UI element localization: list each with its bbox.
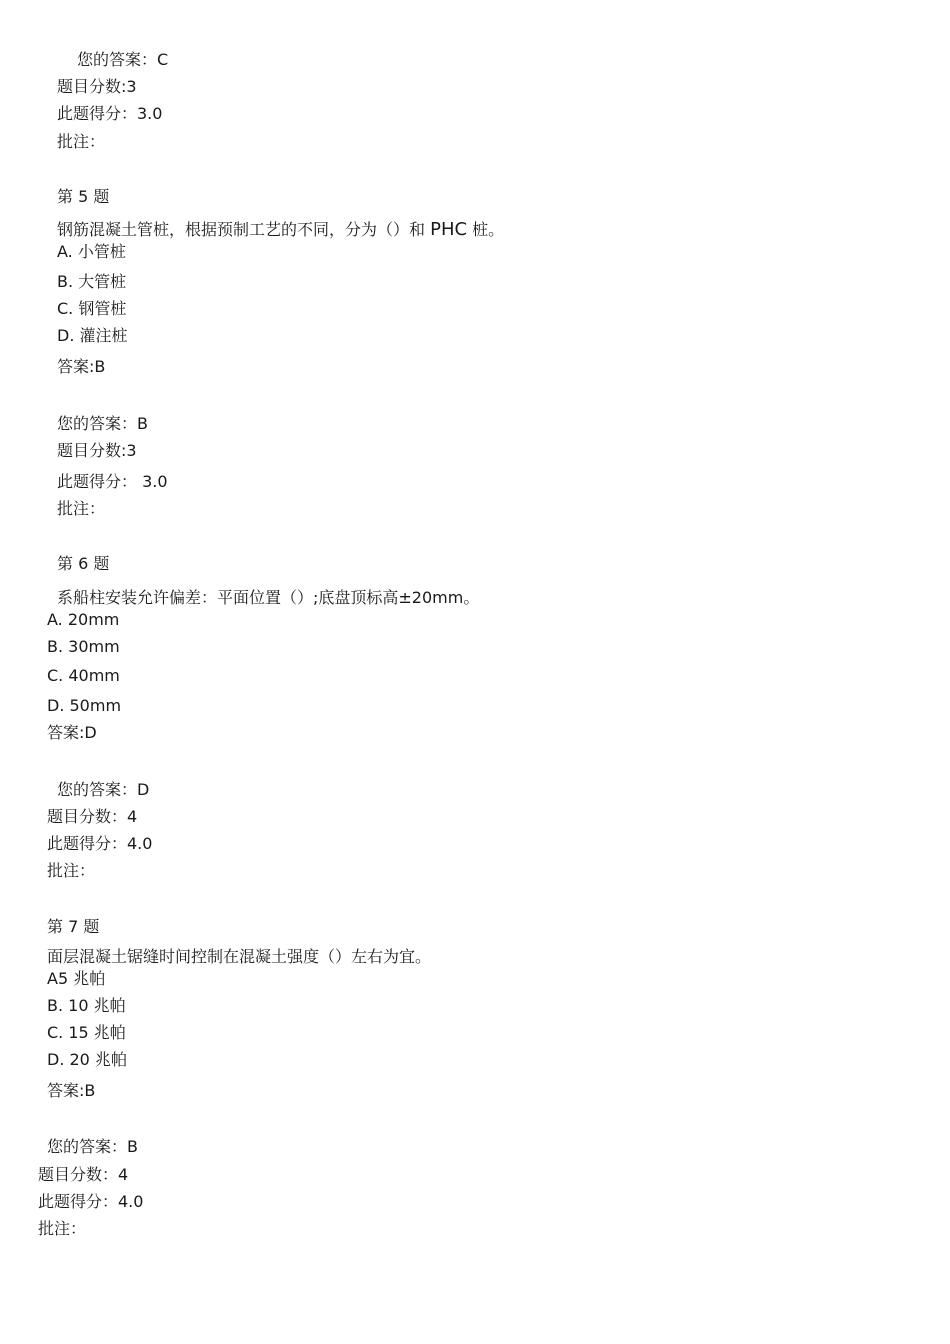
question-7-earned: 此题得分：4.0 xyxy=(38,1192,144,1211)
question-6-option-b: B. 30mm xyxy=(47,637,120,656)
question-7-option-d: D. 20 兆帕 xyxy=(47,1050,127,1069)
question-6-earned: 此题得分：4.0 xyxy=(47,834,153,853)
question-7-option-c: C. 15 兆帕 xyxy=(47,1023,126,1042)
question-5-note: 批注： xyxy=(57,499,106,518)
question-7-text: 面层混凝土锯缝时间控制在混凝土强度（）左右为宜。 xyxy=(47,947,432,966)
question-5-option-d: D. 灌注桩 xyxy=(57,326,128,345)
question-6-score: 题目分数：4 xyxy=(47,807,138,826)
question-7-option-b: B. 10 兆帕 xyxy=(47,996,126,1015)
question-7-your-answer: 您的答案：B xyxy=(47,1137,138,1156)
question-5-option-a: A. 小管桩 xyxy=(57,242,126,261)
question-5-answer: 答案:B xyxy=(57,357,106,376)
question-5-option-b: B. 大管桩 xyxy=(57,272,127,291)
question-6-answer: 答案:D xyxy=(47,723,97,742)
question-6-option-d: D. 50mm xyxy=(47,696,122,715)
question-6-heading: 第 6 题 xyxy=(57,554,110,573)
question-5-your-answer: 您的答案：B xyxy=(57,414,148,433)
earned-score-text: 此题得分：3.0 xyxy=(57,104,163,123)
question-6-text: 系船柱安装允许偏差：平面位置（）;底盘顶标高±20mm。 xyxy=(57,588,480,607)
question-5-earned: 此题得分： 3.0 xyxy=(57,472,168,491)
your-answer-text: 您的答案：C xyxy=(77,50,169,69)
question-score-text: 题目分数:3 xyxy=(57,77,137,96)
question-5-score: 题目分数:3 xyxy=(57,441,137,460)
question-6-option-a: A. 20mm xyxy=(47,610,120,629)
question-7-note: 批注： xyxy=(38,1219,87,1238)
question-7-heading: 第 7 题 xyxy=(47,917,100,936)
question-5-text-post: 桩。 xyxy=(467,220,505,239)
question-5-text-phc: PHC xyxy=(430,219,468,240)
question-5-heading: 第 5 题 xyxy=(57,187,110,206)
question-7-answer: 答案:B xyxy=(47,1081,96,1100)
question-7-score: 题目分数：4 xyxy=(38,1165,129,1184)
question-6-option-c: C. 40mm xyxy=(47,666,120,685)
question-6-your-answer: 您的答案：D xyxy=(57,780,150,799)
question-5-option-c: C. 钢管桩 xyxy=(57,299,127,318)
question-6-note: 批注： xyxy=(47,861,96,880)
note-label: 批注： xyxy=(57,132,106,151)
question-7-option-a: A5 兆帕 xyxy=(47,969,106,988)
question-5-text xyxy=(57,220,504,240)
question-5-text-pre: 钢筋混凝土管桩，根据预制工艺的不同，分为（）和 xyxy=(57,220,426,239)
